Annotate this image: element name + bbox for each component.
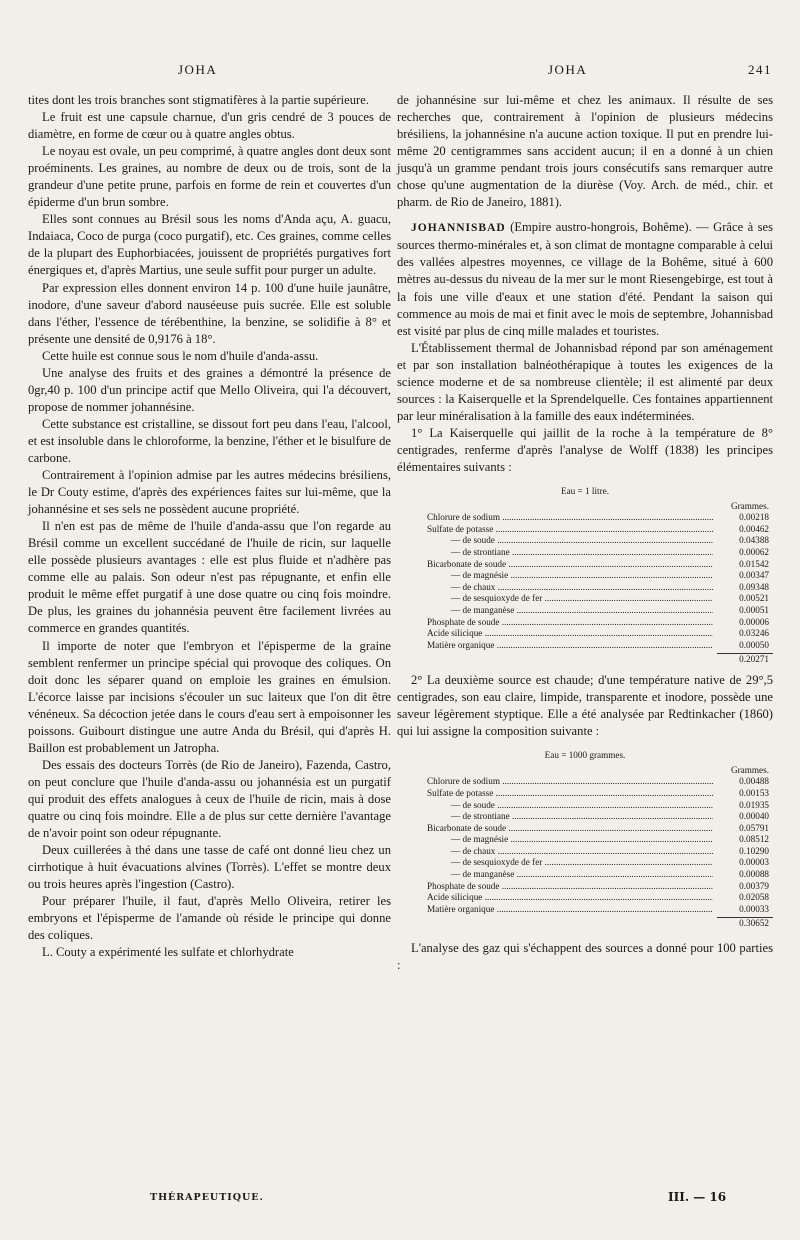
row-value: 0.00003	[713, 857, 773, 869]
table-row	[397, 788, 773, 800]
row-value: 0.00521	[713, 593, 773, 605]
row-value: 0.00488	[713, 776, 773, 788]
table-caption: Eau = 1 litre.	[560, 486, 610, 497]
table-total: 0.30652	[717, 917, 773, 930]
entry-headword: JOHANNISBAD	[411, 222, 506, 235]
row-label: — de chaux .....	[397, 846, 713, 858]
paragraph: Pour préparer l'huile, il faut, d'après Mello Oliveira, retirer les embryons et l'épisperme de l'amande où réside le principe qui donne des coliques.	[28, 894, 391, 943]
row-value: 0.03246	[713, 628, 773, 640]
row-label: — de sesquioxyde de fer .....	[397, 857, 713, 869]
entry-intro: (Empire austro-hongrois, Bohême). — Grâce à ses sources thermo-minérales et, à son climat de montagne comparable à celui des vallées alpestres moyennes, ce village de la Bohême, situé à 600 mètres au-dessus du niveau de la mer sur le mont Riesengebirge, est tout à la fois une ville d'eaux et une station d'été. Pendant la saison qui commence au mois de mai et finit avec le mois de septembre, Johannisbad est visité par plus de cinq mille malades et touristes.	[397, 220, 773, 338]
table-row	[397, 524, 773, 536]
row-value: 0.00040	[713, 811, 773, 823]
table-row	[397, 811, 773, 823]
table-caption: Eau = 1000 grammes.	[544, 750, 626, 761]
row-value: 0.10290	[713, 846, 773, 858]
paragraph: Des essais des docteurs Torrès (de Rio de Janeiro), Fazenda, Castro, on peut conclure que l'huile d'anda-assu ou johannésia est un purgatif qui produit des effets analogues à ceux de l'huile de ricin, mais à dose quatre ou cinq fois moindre. Elle a de plus sur cette dernière l'avantage de n'avoir point son odeur répugnante.	[28, 757, 391, 841]
table-row	[397, 593, 773, 605]
row-label: — de soude .....	[397, 535, 713, 547]
row-value: 0.00006	[713, 617, 773, 629]
paragraph: Cette substance est cristalline, se dissout fort peu dans l'eau, l'alcool, et est insoluble dans le chloroforme, la benzine, l'éther et le bisulfure de carbone.	[28, 416, 391, 465]
row-value: 0.08512	[713, 834, 773, 846]
row-label: — de strontiane .....	[397, 811, 713, 823]
row-value: 0.01542	[713, 559, 773, 571]
row-value: 0.00379	[713, 881, 773, 893]
paragraph: tites dont les trois branches sont stigmatifères à la partie supérieure.	[28, 93, 369, 107]
row-value: 0.00088	[713, 869, 773, 881]
paragraph: Contrairement à l'opinion admise par les autres médecins brésiliens, le Dr Couty estime, d'après des expériences faites sur lui-même, que la johannésine et ses sels ne possèdent aucune propriété.	[28, 468, 391, 517]
row-label: Phosphate de soude .....	[397, 881, 713, 893]
table-row	[397, 834, 773, 846]
row-value: 0.00050	[713, 640, 773, 652]
row-value: 0.05791	[713, 823, 773, 835]
table-row	[397, 892, 773, 904]
table-row	[397, 628, 773, 640]
row-value: 0.00051	[713, 605, 773, 617]
row-value: 0.00153	[713, 788, 773, 800]
table-row	[397, 535, 773, 547]
table-unit: Grammes.	[730, 500, 769, 511]
paragraph: L'Établissement thermal de Johannisbad répond par son aménagement et par son installation balnéothérapique à toutes les exigences de la science moderne et de sa nombreuse clientèle; il est alimenté par deux sources : la Kaiserquelle et la Sprendelquelle. Ces fontaines appartiennent par leur minéralisation à la famille des eaux indéterminées.	[397, 340, 773, 423]
row-label: Chlorure de sodium .....	[397, 512, 713, 524]
table-row	[397, 605, 773, 617]
paragraph: L. Couty a expérimenté les sulfate et chlorhydrate	[42, 945, 294, 960]
right-column	[397, 92, 773, 974]
paragraph: Une analyse des fruits et des graines a démontré la présence de 0gr,40 p. 100 d'un principe actif que Mello Oliveira, qui l'a découvert, propose de nommer johannésine.	[28, 365, 391, 414]
row-label: — de magnésie .....	[397, 570, 713, 582]
table-row	[397, 881, 773, 893]
row-label: Sulfate de potasse .....	[397, 524, 713, 536]
paragraph: Cette huile est connue sous le nom d'huile d'anda-assu.	[42, 348, 319, 363]
row-value: 0.02058	[713, 892, 773, 904]
row-label: — de soude .....	[397, 800, 713, 812]
row-label: — de chaux .....	[397, 582, 713, 594]
row-label: Phosphate de soude .....	[397, 617, 713, 629]
analysis-table-1	[397, 486, 773, 666]
row-label: — de magnésie .....	[397, 834, 713, 846]
table-row	[397, 640, 773, 652]
table-row	[397, 559, 773, 571]
row-value: 0.00062	[713, 547, 773, 559]
row-label: — de strontiane .....	[397, 547, 713, 559]
row-value: 0.01935	[713, 800, 773, 812]
table-row	[397, 512, 773, 524]
footer-volume: III. — 16	[668, 1190, 727, 1204]
row-label: Bicarbonate de soude .....	[397, 823, 713, 835]
row-value: 0.09348	[713, 582, 773, 594]
row-label: — de sesquioxyde de fer .....	[397, 593, 713, 605]
row-label: Acide silicique .....	[397, 892, 713, 904]
table-row	[397, 800, 773, 812]
right-running-head: JOHA	[548, 62, 588, 77]
paragraph: Par expression elles donnent environ 14 p. 100 d'une huile jaunâtre, inodore, d'une saveur d'abord nauséeuse puis sucrée. Elle est soluble dans l'éther, l'essence de térébenthine, la benzine, se solidifie à 8° et présente une densité de 0,9176 à 18°.	[28, 280, 391, 346]
paragraph: 2° La deuxième source est chaude; d'une température native de 29°,5 centigrades, son eau claire, limpide, transparente et inodore, possède une saveur légèrement styptique. Elle a été analysée par Redtinkacher (1860) qui lui assigne la composition suivante :	[397, 672, 773, 739]
row-label: Sulfate de potasse .....	[397, 788, 713, 800]
paragraph: Elles sont connues au Brésil sous les noms d'Anda açu, A. guacu, Indaiaca, Coco de purga (coco purgatif), etc. Ces graines, comme celles de la plupart des Euphorbiacées, jouissent de propriétés purgatives fort énergiques et, d'après Martius, une seule suffit pour purger un adulte.	[28, 212, 391, 278]
table-total: 0.20271	[717, 653, 773, 666]
table-row	[397, 570, 773, 582]
table-row	[397, 857, 773, 869]
row-value: 0.00033	[713, 904, 773, 916]
page-number: 241	[748, 62, 772, 77]
analysis-table-2	[397, 750, 773, 930]
table-row	[397, 776, 773, 788]
table-row	[397, 846, 773, 858]
table-row	[397, 547, 773, 559]
row-label: Matière organique .....	[397, 640, 713, 652]
row-value: 0.04388	[713, 535, 773, 547]
left-running-head: JOHA	[178, 62, 218, 77]
paragraph: Deux cuillerées à thé dans une tasse de café ont donné lieu chez un cirrhotique à huit évacuations alvines (Torrès). L'effet se montre deux ou trois heures après l'ingestion (Castro).	[28, 843, 391, 892]
table-row	[397, 582, 773, 594]
footer-signature: THÉRAPEUTIQUE.	[150, 1192, 264, 1203]
paragraph: Il importe de noter que l'embryon et l'épisperme de la graine semblent renfermer un principe spécial qui provoque des coliques. On doit donc les séparer quand on emploie les graines en émulsion. L'écorce laisse par incisions s'écouler un suc laiteux que l'on dit être vénéneux. Sa décoction jetée dans le cours d'eau sert à empoisonner les poissons. Guibourt distingue une autre Anda du Brésil, qui d'après H. Baillon est probablement un Jatropha.	[28, 638, 391, 755]
row-value: 0.00462	[713, 524, 773, 536]
row-label: Matière organique .....	[397, 904, 713, 916]
table-unit: Grammes.	[730, 764, 769, 775]
row-label: Bicarbonate de soude .....	[397, 559, 713, 571]
row-label: — de manganèse .....	[397, 605, 713, 617]
paragraph: L'analyse des gaz qui s'échappent des sources a donné pour 100 parties :	[397, 941, 773, 973]
row-value: 0.00218	[713, 512, 773, 524]
row-label: Chlorure de sodium .....	[397, 776, 713, 788]
paragraph: Le noyau est ovale, un peu comprimé, à quatre angles dont deux sont proéminents. Les graines, au nombre de deux ou de trois, sont de la grandeur d'une petite prune, parfois en forme de rein et couvertes d'un épiderme d'un brun sombre.	[28, 144, 391, 210]
paragraph: de johannésine sur lui-même et chez les animaux. Il résulte de ses recherches que, contrairement à l'opinion de plusieurs médecins brésiliens, la johannésine n'a aucune action toxique. Il put en prendre lui-même 20 centigrammes sans accident aucun; il en a donné à un chien jusqu'à un gramme pendant trois jours consécutifs sans remarquer autre chose qu'une augmentation de la diurèse (Voy. Arch. de méd., chir. et pharm. de Rio de Janeiro, 1881).	[397, 93, 773, 210]
table-row	[397, 869, 773, 881]
paragraph: Il n'en est pas de même de l'huile d'anda-assu que l'on regarde au Brésil comme un excellent succédané de l'huile de ricin, sur laquelle elle possède plusieurs avantages : elle est plus fluide et n'adhère pas comme elle au palais. Son odeur n'est pas répugnante, et enfin elle produit le même effet purgatif à une dose quatre ou cinq fois moindre. De plus, les graines du johannésia peuvent être facilement livrées au commerce en grandes quantités.	[28, 519, 391, 636]
table-row	[397, 823, 773, 835]
row-label: — de manganèse .....	[397, 869, 713, 881]
table-row	[397, 904, 773, 916]
row-value: 0.00347	[713, 570, 773, 582]
paragraph: Le fruit est une capsule charnue, d'un gris cendré de 3 pouces de diamètre, en forme de cœur ou à quatre angles obtus.	[28, 110, 391, 142]
row-label: Acide silicique .....	[397, 628, 713, 640]
left-column	[28, 92, 391, 961]
paragraph: 1° La Kaiserquelle qui jaillit de la roche à la température de 8° centigrades, renferme d'après l'analyse de Wolff (1838) les principes élémentaires suivants :	[397, 425, 773, 474]
table-row	[397, 617, 773, 629]
